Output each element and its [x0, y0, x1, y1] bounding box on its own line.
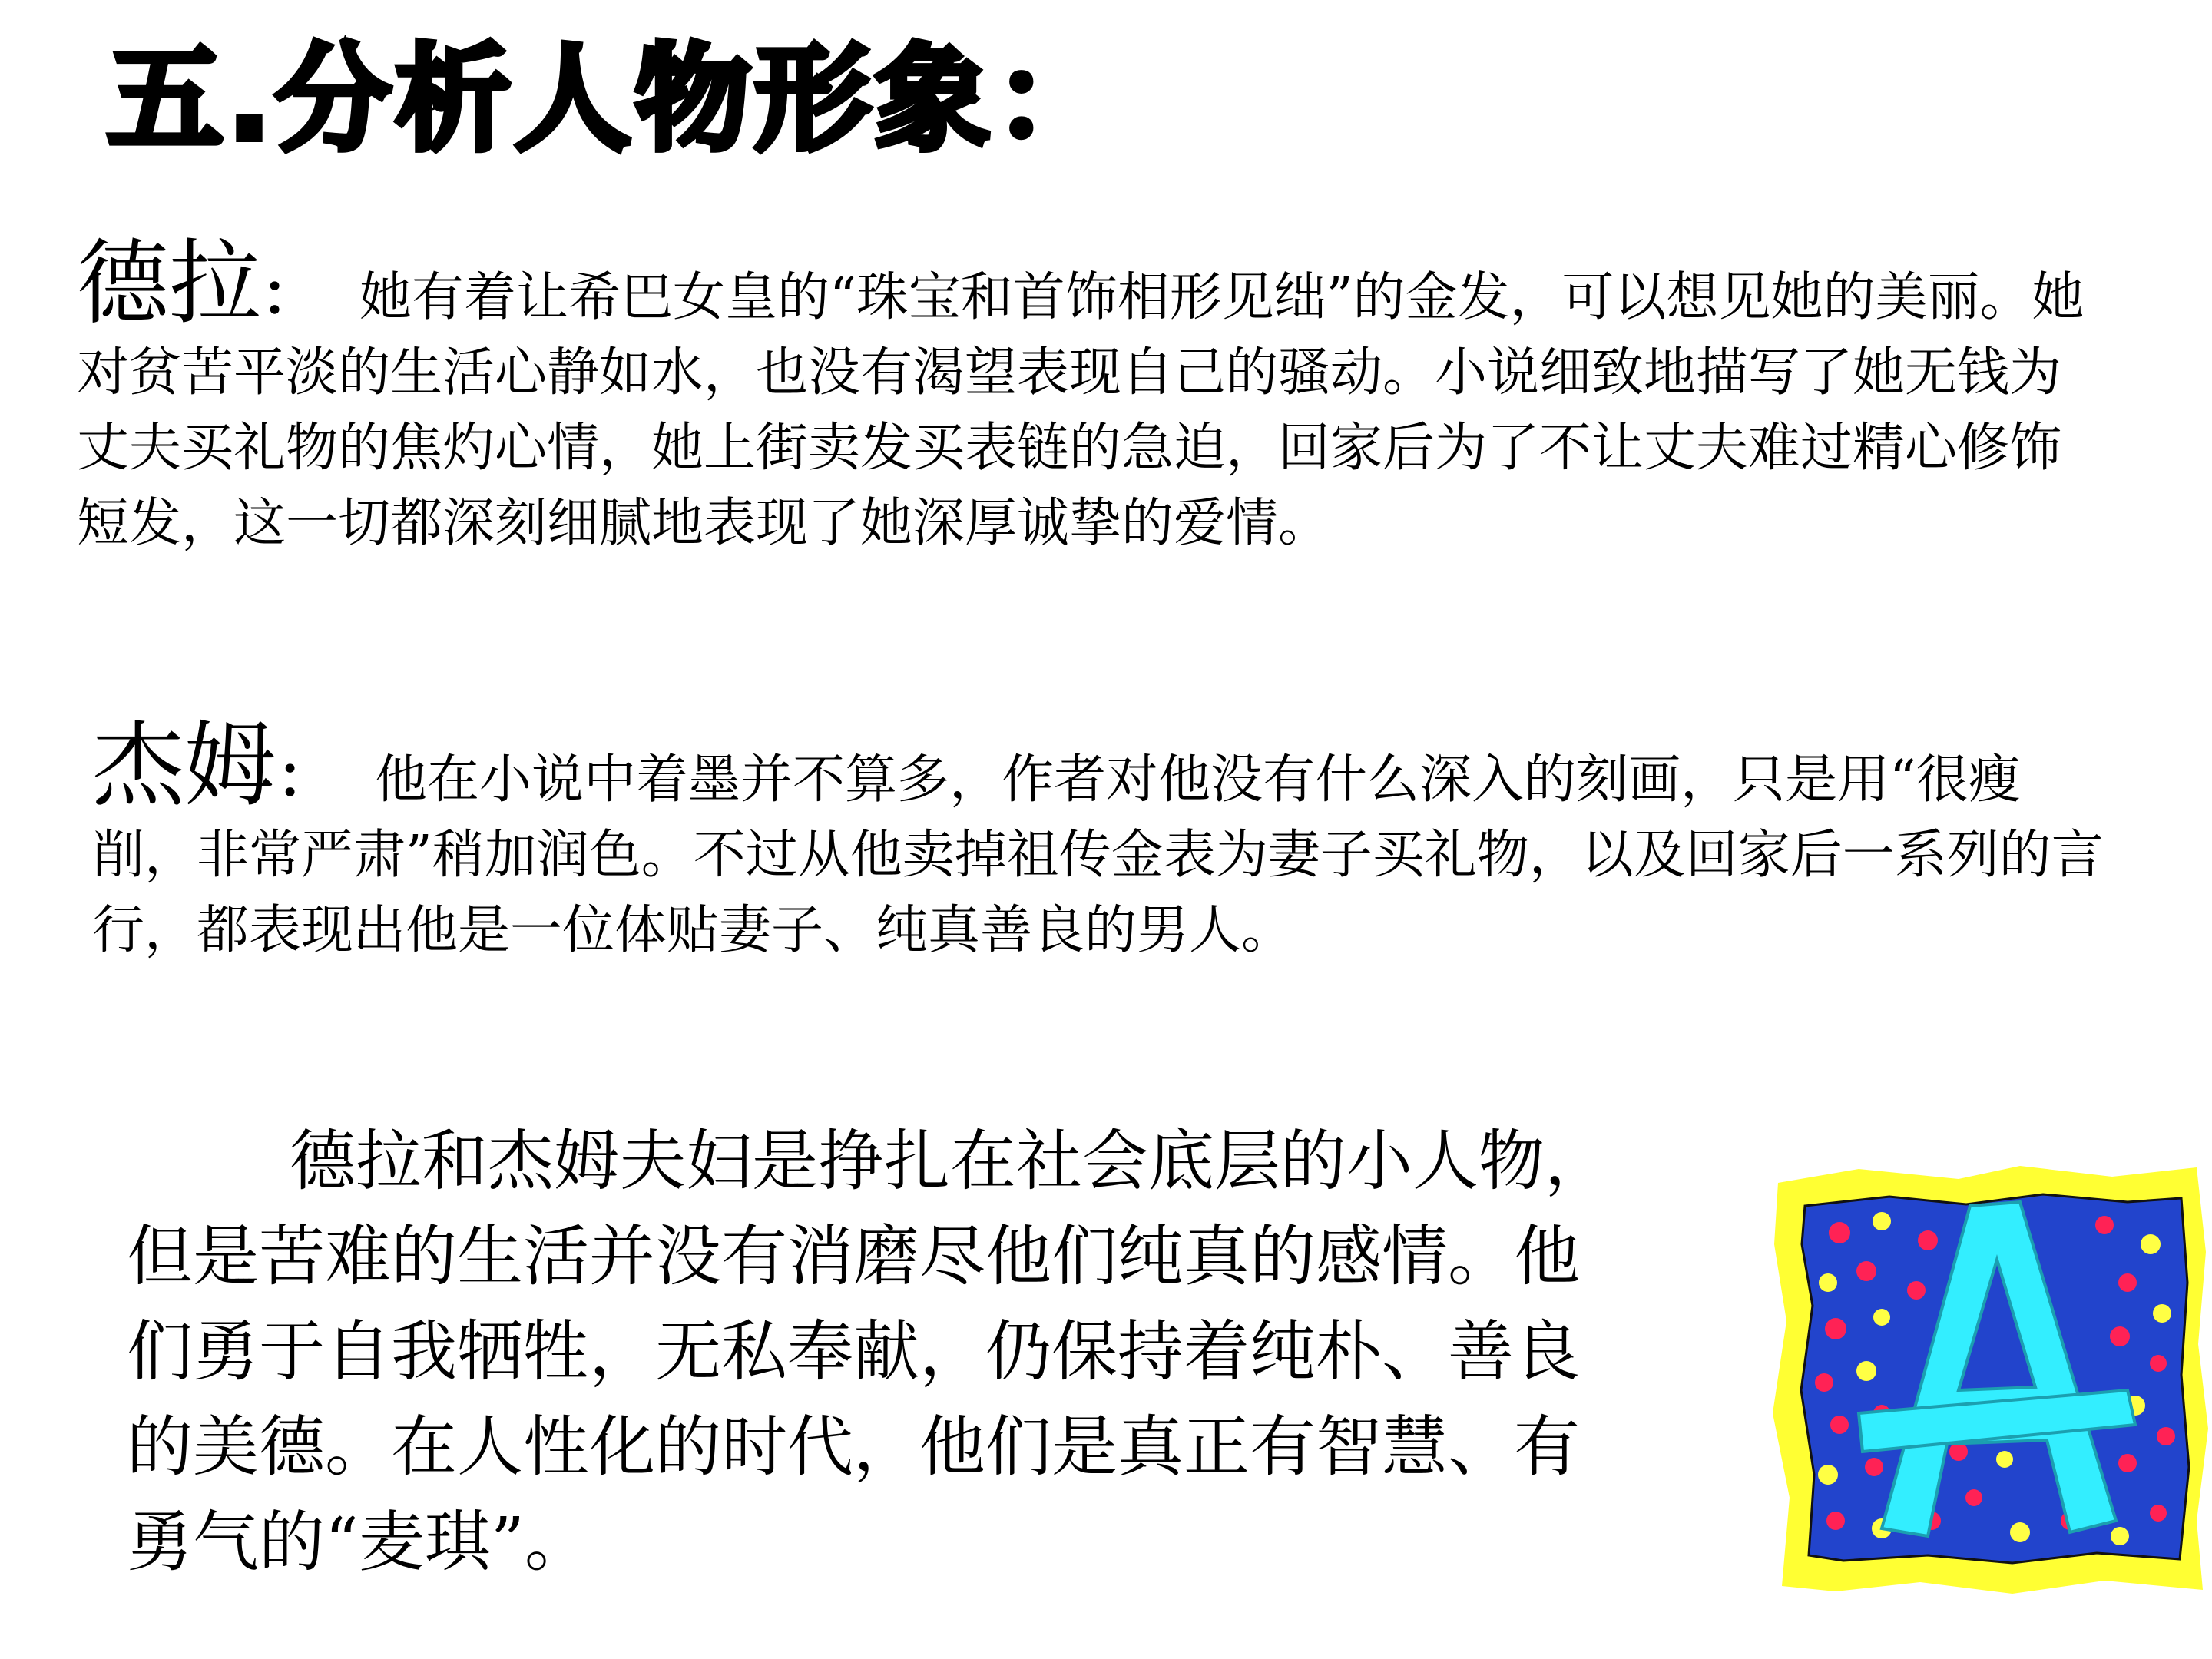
character-description-jim: 他在小说中着墨并不算多，作者对他没有什么深入的刻画，只是用“很瘦削，非常严肃”稍加润色。不过从他卖掉祖传金表为妻子买礼物，以及回家后一系列的言行，都表现出他是一位体贴妻子、纯真善良的男人。 [92, 750, 2104, 961]
character-description-dela: 她有着让希巴女皇的“珠宝和首饰相形见绌”的金发，可以想见她的美丽。她对贫苦平淡的生活心静如水，也没有渴望表现自己的骚动。小说细致地描写了她无钱为丈夫买礼物的焦灼心情，她上街卖发买表链的急迫，回家后为了不让丈夫难过精心修饰短发，这一切都深刻细腻地表现了她深厚诚挚的爱情。 [77, 267, 2085, 554]
character-jim-block [92, 713, 2120, 969]
summary-paragraph: 德拉和杰姆夫妇是挣扎在社会底层的小人物，但是苦难的生活并没有消磨尽他们纯真的感情。他们勇于自我牺牲，无私奉献，仍保持着纯朴、善良的美德。在人性化的时代，他们是真正有智慧、有勇气的“麦琪”。 [127, 1123, 1611, 1581]
slide-title: 五.分析人物形象： [108, 33, 1114, 167]
letter-a-clipart-icon [1767, 1160, 2212, 1598]
character-colon-dela: ： [261, 260, 320, 329]
character-name-dela: 德拉 [77, 230, 261, 337]
character-dela-block [77, 230, 2089, 561]
character-name-jim: 杰姆 [92, 713, 276, 820]
character-colon-jim: ： [276, 743, 335, 811]
